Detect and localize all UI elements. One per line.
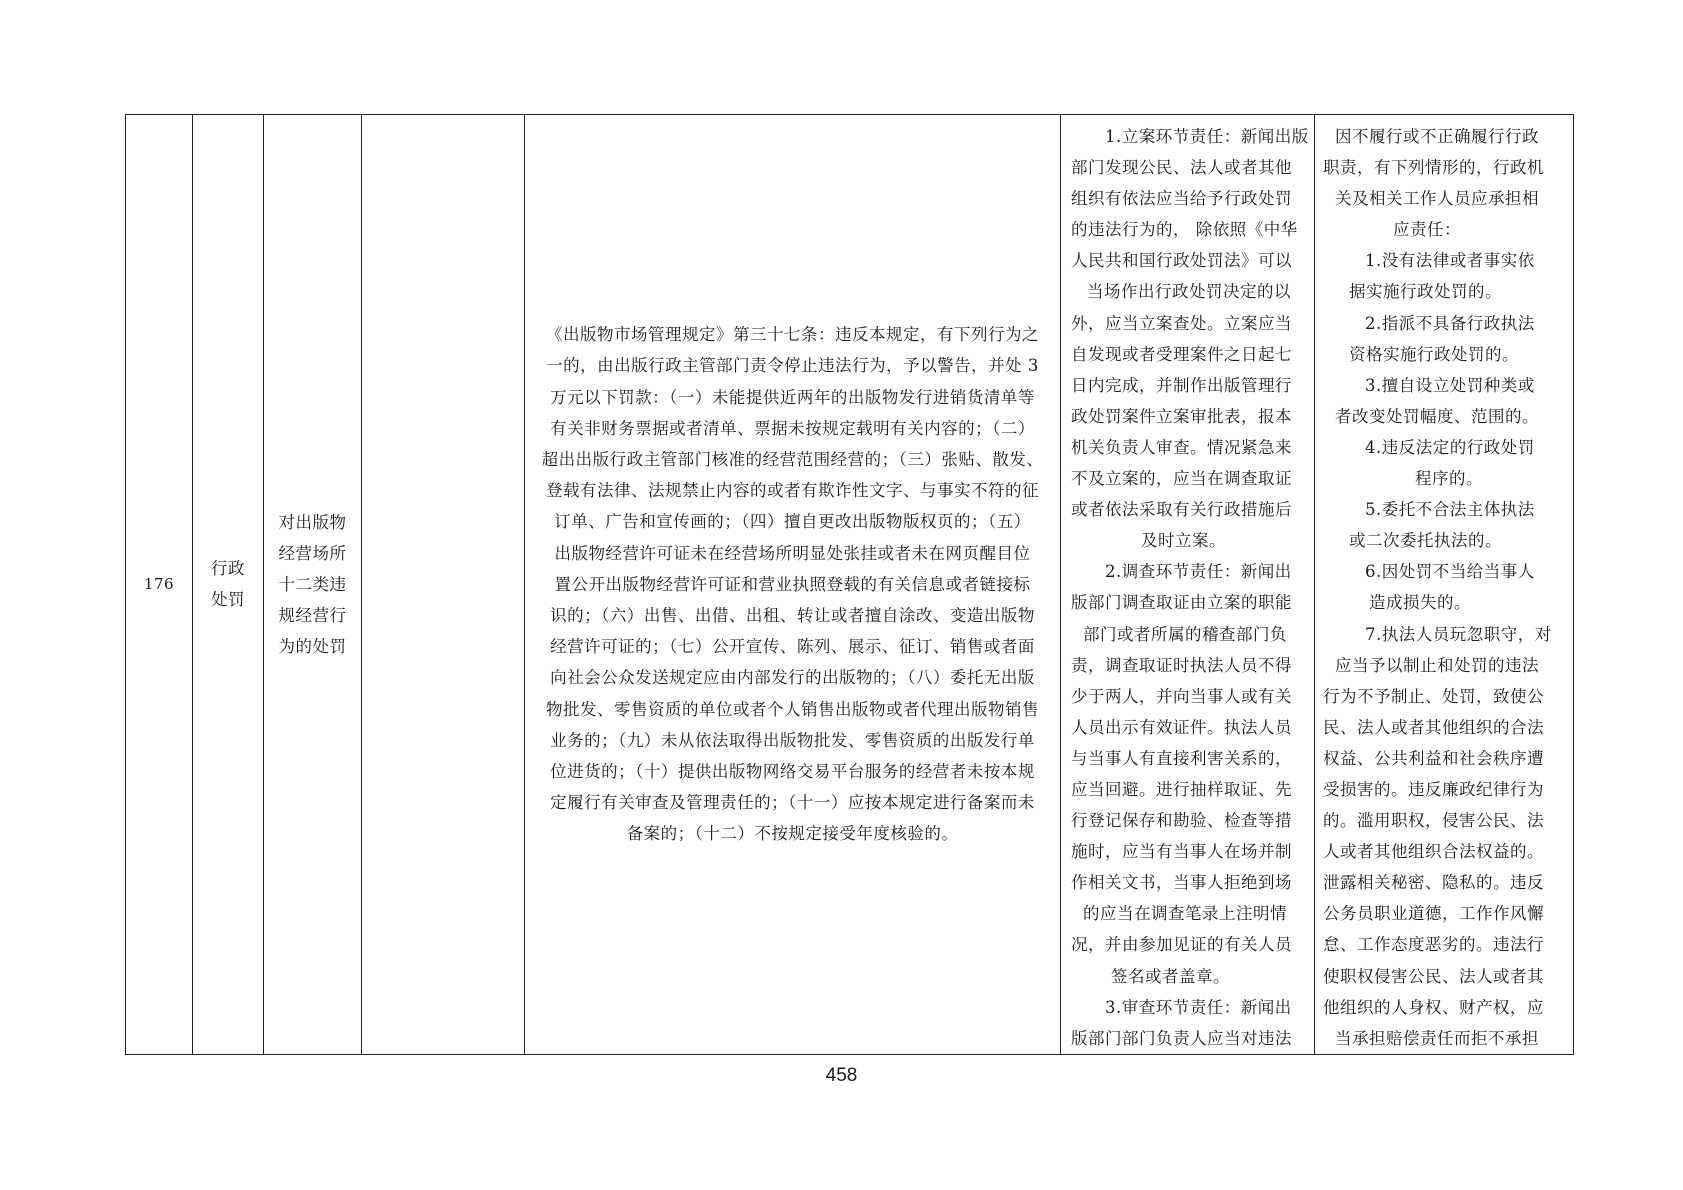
accountability-line: 行为不予制止、处罚，致使公 [1323,686,1544,706]
accountability-line: 6.因处罚不当给当事人 [1365,562,1535,582]
legal-basis-line: 业务的；（九）未从依法取得出版物批发、零售资质的出版发行单 [550,730,1035,750]
responsibility-line: 机关负责人审查。情况紧急来 [1071,437,1292,457]
legal-basis-line: 识的；（六）出售、出借、出租、转让或者擅自涂改、变造出版物 [550,606,1035,625]
responsibility-line: 版部门部门负责人应当对违法 [1071,1028,1292,1048]
legal-basis-line: 一的，由出版行政主管部门责令停止违法行为，予以警告，并处 3 [546,356,1039,376]
accountability-line: 受损害的。违反廉政纪律行为 [1323,779,1544,799]
responsibility-line: 日内完成，并制作出版管理行 [1071,375,1292,395]
page-number: 458 [825,1065,858,1086]
accountability-line: 民、法人或者其他组织的合法 [1323,717,1544,737]
responsibility-line: 少于两人，并向当事人或有关 [1071,686,1292,706]
legal-basis-line: 位进货的；（十）提供出版物网络交易平台服务的经营者未按本规 [550,762,1035,782]
responsibility-line: 及时立案。 [1141,531,1226,551]
power-item-line: 十二类违 [278,574,347,594]
accountability-line: 当承担赔偿责任而拒不承担 [1335,1028,1539,1048]
sub-item-cell [362,115,525,1055]
accountability-line: 关及相关工作人员应承担相 [1335,189,1539,209]
legal-basis-line: 有关非财务票据或者清单、票据未按规定载明有关内容的；（二） [550,418,1035,438]
responsibility-line: 的应当在调查笔录上注明情 [1083,904,1287,924]
power-category-line: 处罚 [211,590,245,610]
responsibility-line: 3.审查环节责任：新闻出 [1105,997,1292,1017]
accountability-line: 资格实施行政处罚的。 [1349,344,1519,364]
responsibility-line: 责，调查取证时执法人员不得 [1071,655,1292,675]
accountability-line: 据实施行政处罚的。 [1349,282,1502,302]
accountability-line: 7.执法人员玩忽职守，对 [1365,624,1552,644]
legal-basis-line: 定履行有关审查及管理责任的；（十一）应按本规定进行备案而未 [550,793,1035,813]
legal-basis-line: 《出版物市场管理规定》第三十七条：违反本规定，有下列行为之 [546,325,1039,345]
accountability-line: 造成损失的。 [1369,593,1471,613]
legal-basis-line: 出版物经营许可证未在经营场所明显处张挂或者未在网页醒目位 [554,543,1031,563]
legal-basis-line: 订单、广告和宣传画的；（四）擅自更改出版物版权页的；（五） [554,512,1031,532]
power-item-line: 对出版物 [278,512,347,532]
responsibility-line: 或者依法采取有关行政措施后 [1071,500,1292,520]
responsibility-line: 不及立案的，应当在调查取证 [1071,469,1292,489]
responsibility-line: 当场作出行政处罚决定的以 [1087,282,1291,302]
responsibility-line: 作相关文书，当事人拒绝到场 [1071,873,1292,893]
accountability-line: 公务员职业道德，工作作风懈 [1323,904,1544,924]
accountability-line: 程序的。 [1415,469,1483,489]
responsibility-line: 的违法行为的， 除依照《中华 [1071,220,1298,240]
responsibility-line: 签名或者盖章。 [1111,966,1230,986]
legal-basis-line: 万元以下罚款：（一）未能提供近两年的出版物发行进销货清单等 [550,387,1035,407]
accountability-line: 的。滥用职权，侵害公民、法 [1323,811,1544,831]
accountability-line: 1.没有法律或者事实依 [1365,251,1535,271]
responsibility-line: 组织有依法应当给予行政处罚 [1071,189,1292,209]
accountability-line: 5.委托不合法主体执法 [1365,500,1535,520]
responsibility-line: 况，并由参加见证的有关人员 [1071,935,1292,955]
accountability-line: 3.擅自设立处罚种类或 [1365,375,1535,395]
responsibility-line: 外，应当立案查处。立案应当 [1071,313,1292,333]
responsibility-line: 自发现或者受理案件之日起七 [1071,344,1292,364]
accountability-line: 人或者其他组织合法权益的。 [1323,842,1544,862]
legal-basis-line: 向社会公众发送规定应由内部发行的出版物的；（八）委托无出版 [550,668,1035,688]
responsibility-line: 人民共和国行政处罚法》可以 [1071,251,1292,271]
accountability-line: 因不履行或不正确履行行政 [1335,127,1539,146]
legal-basis-line: 超出出版行政主管部门核准的经营范围经营的；（三）张贴、散发、 [541,449,1044,469]
table-row [126,115,1574,1055]
accountability-line: 使职权侵害公民、法人或者其 [1323,966,1544,986]
responsibility-line: 版部门调查取证由立案的职能 [1071,593,1292,613]
responsibility-line: 行登记保存和勘验、检查等措 [1071,811,1292,831]
power-item-line: 规经营行 [278,605,347,625]
responsibility-line: 应当回避。进行抽样取证、先 [1071,779,1292,799]
accountability-line: 职责，有下列情形的，行政机 [1323,158,1544,178]
legal-basis-line: 登载有法律、法规禁止内容的或者有欺诈性文字、与事实不符的征 [546,481,1039,501]
accountability-line: 2.指派不具备行政执法 [1365,313,1535,333]
power-item-line: 为的处罚 [278,636,347,656]
power-item-cell [264,115,362,1055]
power-item-line: 经营场所 [278,543,347,563]
accountability-line: 4.违反法定的行政处罚 [1365,437,1535,457]
legal-basis-line: 置公开出版物经营许可证和营业执照登载的有关信息或者链接标 [554,574,1031,594]
accountability-line: 怠、工作态度恶劣的。违法行 [1323,935,1544,955]
accountability-line: 或二次委托执法的。 [1349,531,1502,551]
accountability-line: 权益、公共利益和社会秩序遭 [1323,748,1544,768]
responsibility-line: 施时，应当有当事人在场并制 [1071,842,1292,862]
accountability-line: 泄露相关秘密、隐私的。违反 [1323,873,1544,893]
responsibility-line: 与当事人有直接利害关系的， [1071,748,1292,768]
accountability-line: 他组织的人身权、财产权，应 [1323,997,1544,1017]
legal-basis-line: 物批发、零售资质的单位或者个人销售出版物或者代理出版物销售 [546,699,1039,719]
responsibility-cell [1061,115,1315,1055]
responsibility-line: 部门发现公民、法人或者其他 [1071,158,1292,178]
legal-basis-line: 经营许可证的；（七）公开宣传、陈列、展示、征订、销售或者面 [550,637,1035,657]
accountability-line: 者改变处罚幅度、范围的。 [1335,406,1539,426]
accountability-line: 应责任： [1393,220,1461,240]
accountability-cell [1315,115,1574,1055]
responsibility-line: 政处罚案件立案审批表，报本 [1071,406,1292,426]
accountability-line: 应当予以制止和处罚的违法 [1335,655,1539,675]
responsibility-line: 2.调查环节责任：新闻出 [1105,562,1292,582]
power-category-line: 行政 [211,559,245,579]
authority-table [125,114,1574,1055]
responsibility-line: 部门或者所属的稽查部门负 [1083,624,1287,644]
power-category-cell [193,115,264,1055]
row-number: 176 [126,115,193,1055]
legal-basis-cell [525,115,1061,1055]
legal-basis-line: 备案的；（十二）不按规定接受年度核验的。 [626,824,959,844]
responsibility-line: 1.立案环节责任：新闻出版 [1105,127,1309,146]
responsibility-line: 人员出示有效证件。执法人员 [1071,717,1292,737]
